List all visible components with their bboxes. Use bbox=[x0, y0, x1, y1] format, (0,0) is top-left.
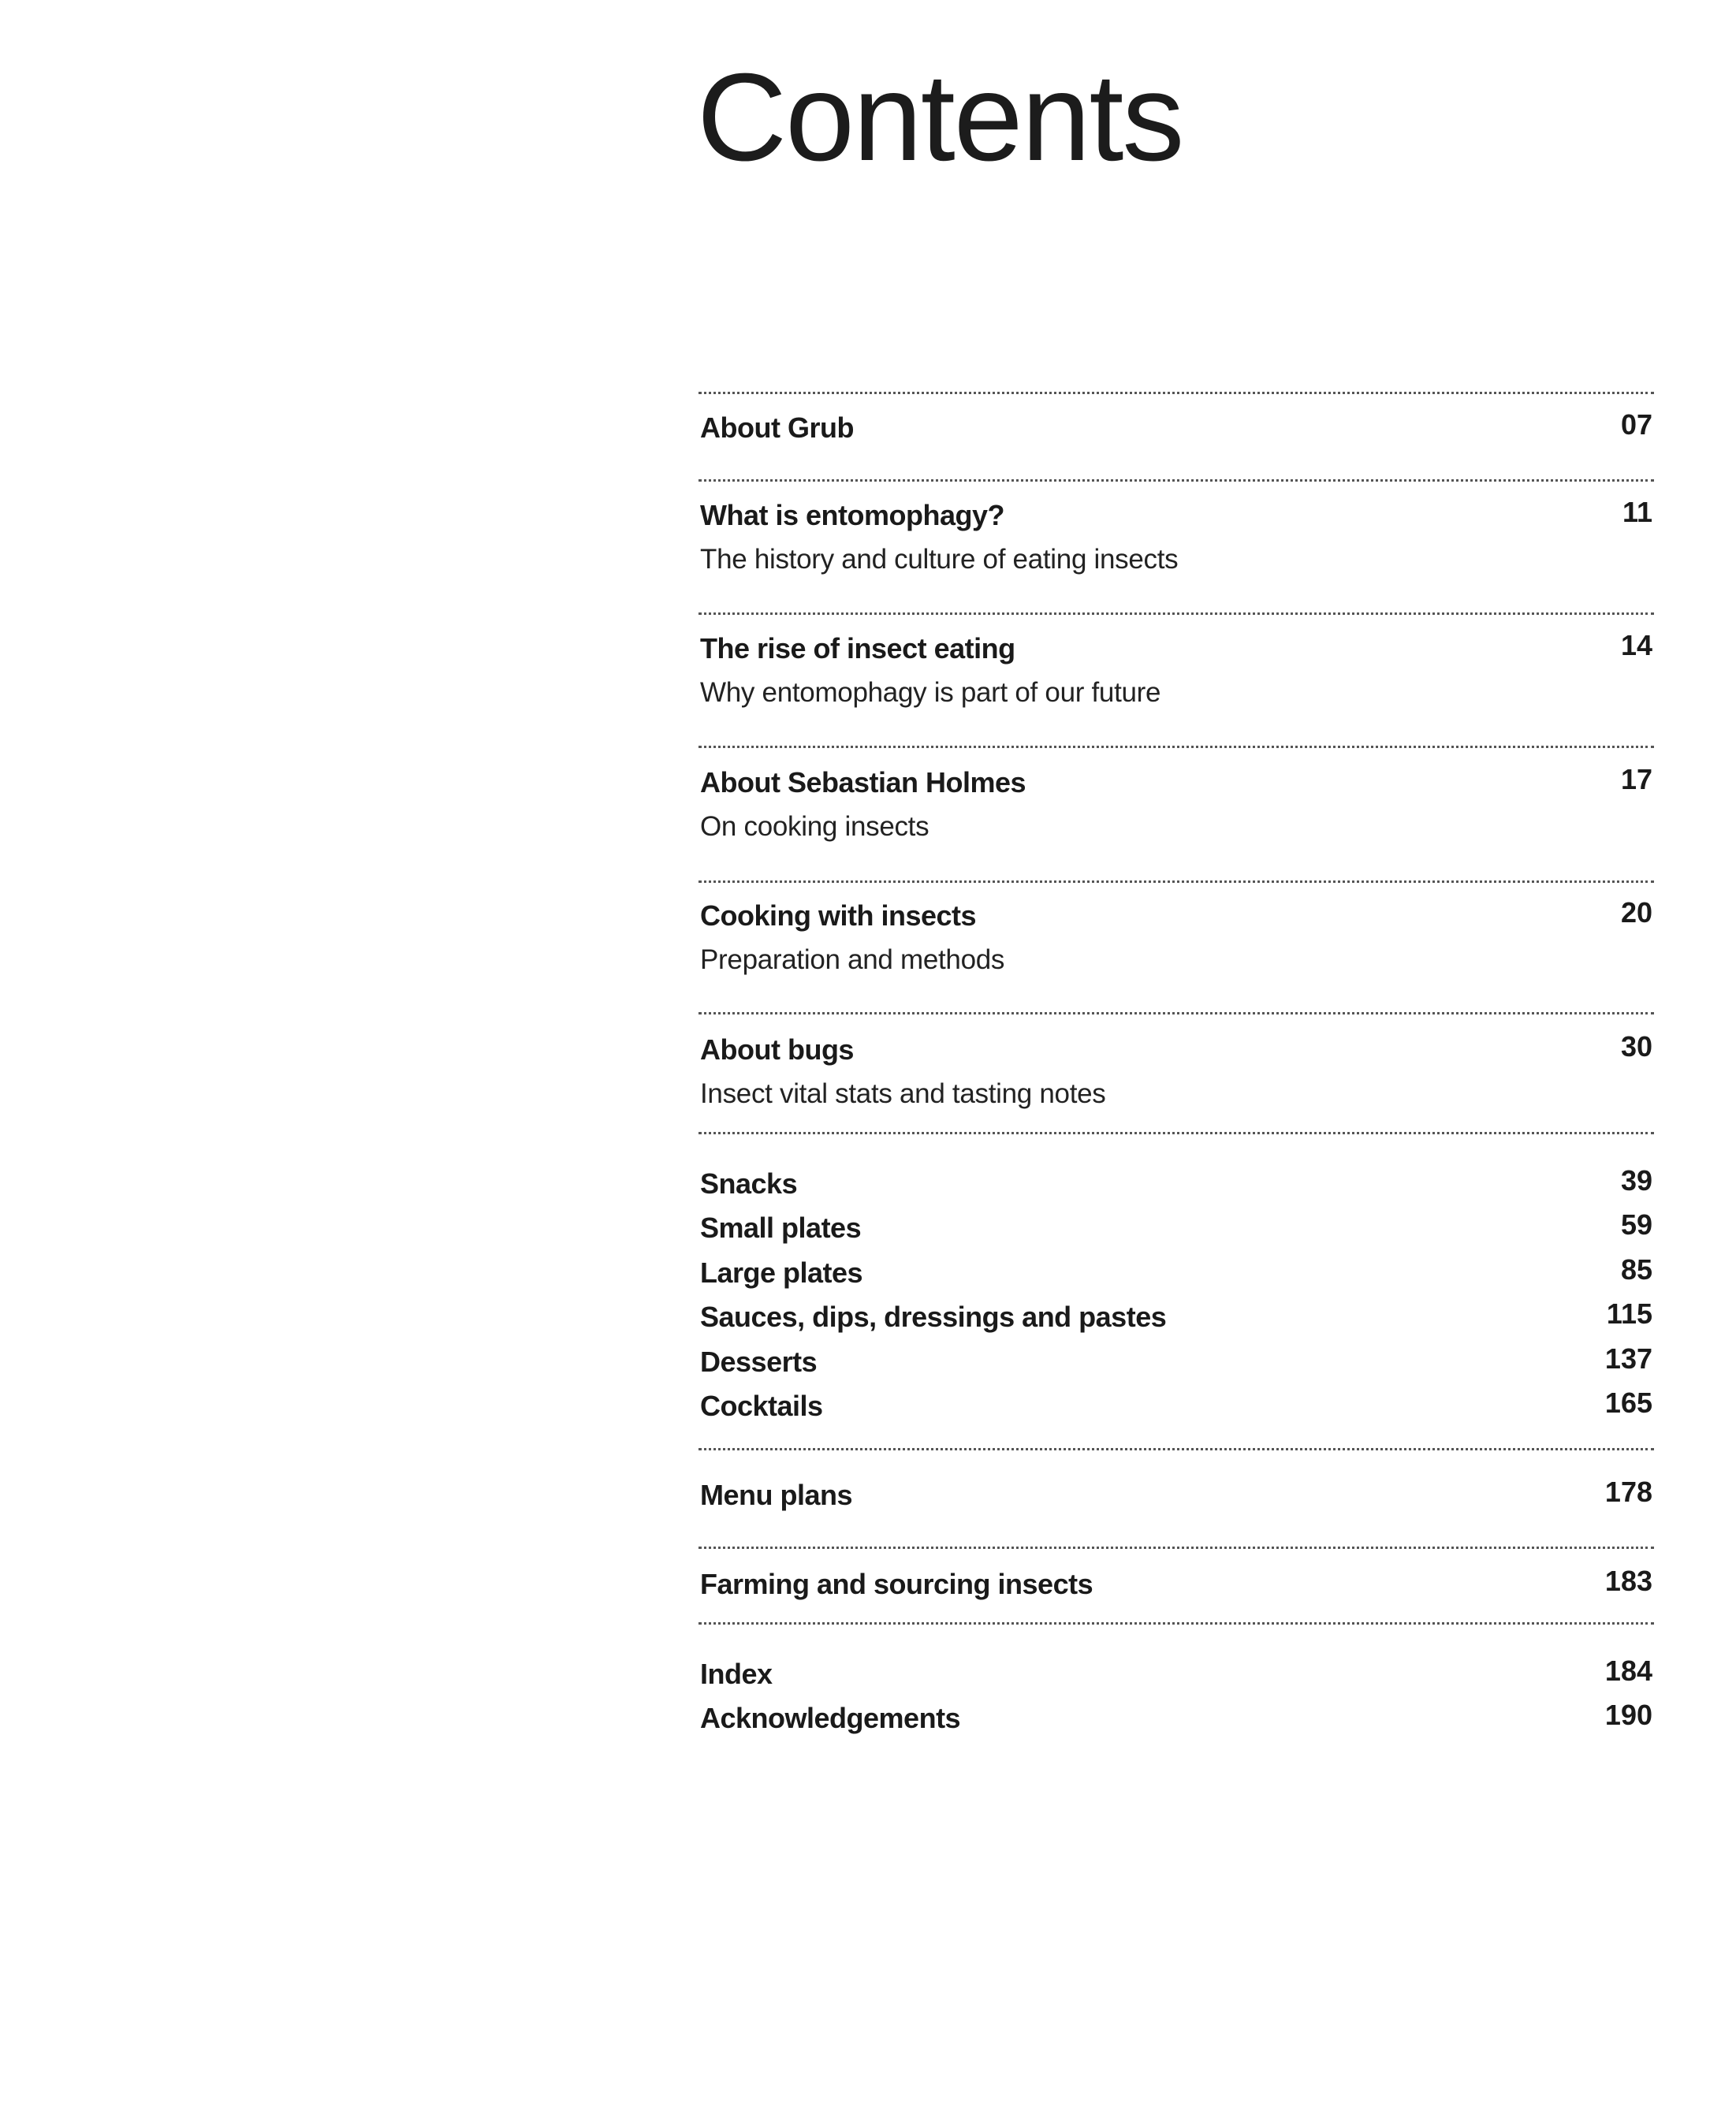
entry-title: About Grub bbox=[700, 411, 854, 444]
entry-page: 137 bbox=[1604, 1342, 1652, 1375]
entry-title: Sauces, dips, dressings and pastes bbox=[700, 1301, 1167, 1333]
toc-entry[interactable] bbox=[700, 496, 1652, 534]
toc-entry[interactable] bbox=[700, 1699, 1652, 1737]
toc-entry[interactable] bbox=[700, 629, 1652, 667]
entry-page: 14 bbox=[1620, 629, 1652, 661]
entry-page: 190 bbox=[1604, 1699, 1652, 1731]
entry-subtitle: The history and culture of eating insects bbox=[700, 544, 1179, 575]
divider bbox=[698, 479, 1654, 482]
toc-entry[interactable] bbox=[700, 1164, 1652, 1202]
divider bbox=[698, 1622, 1654, 1625]
entry-title: Cooking with insects bbox=[700, 899, 977, 932]
toc-entry[interactable] bbox=[700, 896, 1652, 934]
page-title: Contents bbox=[697, 48, 1183, 187]
toc-entry[interactable] bbox=[700, 408, 1652, 446]
toc-entry[interactable] bbox=[700, 1565, 1652, 1603]
entry-page: 183 bbox=[1604, 1565, 1652, 1597]
toc-entry[interactable] bbox=[700, 1297, 1652, 1335]
toc-entry[interactable] bbox=[700, 1342, 1652, 1380]
toc-entry[interactable] bbox=[700, 763, 1652, 801]
entry-title: The rise of insect eating bbox=[700, 632, 1015, 664]
entry-title: Large plates bbox=[700, 1256, 863, 1289]
entry-title: What is entomophagy? bbox=[700, 499, 1004, 531]
entry-page: 11 bbox=[1622, 496, 1652, 528]
divider bbox=[698, 1132, 1654, 1134]
entry-subtitle: On cooking insects bbox=[700, 811, 929, 842]
divider bbox=[698, 1547, 1654, 1549]
entry-title: Farming and sourcing insects bbox=[700, 1568, 1093, 1600]
toc-entry[interactable] bbox=[700, 1387, 1652, 1424]
entry-page: 07 bbox=[1620, 408, 1652, 441]
toc-entry[interactable] bbox=[700, 1253, 1652, 1291]
entry-subtitle: Insect vital stats and tasting notes bbox=[700, 1078, 1106, 1109]
divider bbox=[698, 1012, 1654, 1014]
entry-title: Desserts bbox=[700, 1346, 818, 1378]
divider bbox=[698, 612, 1654, 615]
entry-page: 184 bbox=[1604, 1655, 1652, 1687]
entry-page: 30 bbox=[1620, 1030, 1652, 1063]
entry-title: About Sebastian Holmes bbox=[700, 766, 1026, 799]
entry-title: Menu plans bbox=[700, 1479, 853, 1511]
entry-title: Index bbox=[700, 1658, 773, 1690]
divider bbox=[698, 1448, 1654, 1450]
entry-page: 39 bbox=[1620, 1164, 1652, 1197]
entry-page: 115 bbox=[1606, 1297, 1652, 1330]
toc-entry[interactable] bbox=[700, 1030, 1652, 1068]
entry-title: Acknowledgements bbox=[700, 1702, 961, 1734]
toc-entry[interactable] bbox=[700, 1476, 1652, 1513]
entry-title: Small plates bbox=[700, 1212, 862, 1244]
entry-page: 165 bbox=[1604, 1387, 1652, 1419]
entry-title: Cocktails bbox=[700, 1390, 823, 1422]
toc-entry[interactable] bbox=[700, 1655, 1652, 1692]
divider bbox=[698, 746, 1654, 748]
entry-page: 178 bbox=[1604, 1476, 1652, 1508]
entry-page: 17 bbox=[1620, 763, 1652, 795]
entry-title: About bugs bbox=[700, 1033, 854, 1066]
entry-page: 59 bbox=[1620, 1208, 1652, 1241]
entry-title: Snacks bbox=[700, 1167, 798, 1200]
toc-entry[interactable] bbox=[700, 1208, 1652, 1246]
entry-page: 85 bbox=[1620, 1253, 1652, 1286]
entry-subtitle: Why entomophagy is part of our future bbox=[700, 677, 1161, 708]
entry-page: 20 bbox=[1620, 896, 1652, 929]
divider bbox=[698, 880, 1654, 883]
entry-subtitle: Preparation and methods bbox=[700, 944, 1005, 975]
divider bbox=[698, 392, 1654, 394]
